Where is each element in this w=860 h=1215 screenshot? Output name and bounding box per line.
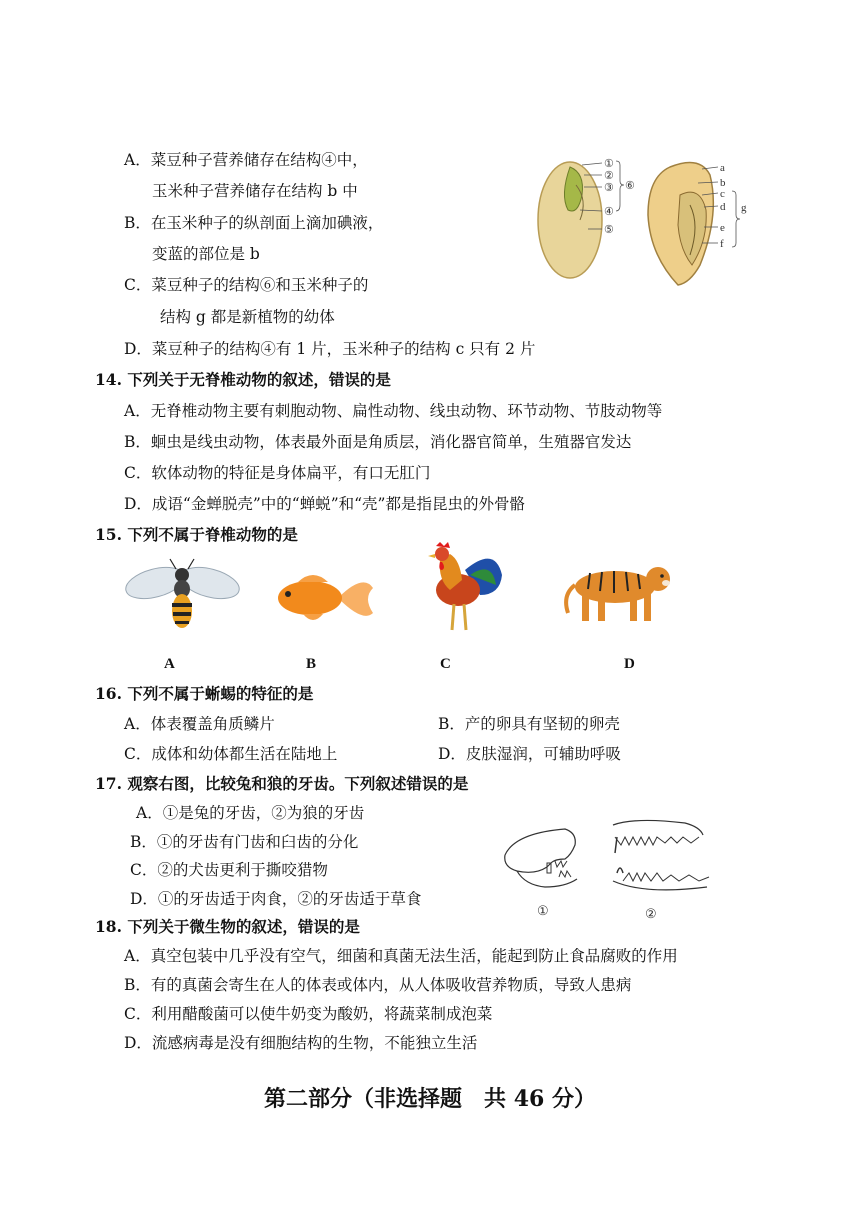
tiger-image — [560, 555, 675, 625]
q15-label-d: D — [624, 656, 635, 672]
goldfish-image — [268, 568, 378, 628]
bean-label-6: ⑥ — [625, 180, 635, 192]
q14-stem: 14. 下列关于无脊椎动物的叙述，错误的是 — [95, 370, 391, 389]
q15-label-a: A — [164, 656, 175, 672]
q13-option-c-line2: 结构 g 都是新植物的幼体 — [160, 308, 335, 326]
corn-label-e: e — [720, 222, 725, 234]
q17-option-c: C．②的犬齿更利于撕咬猎物 — [130, 861, 328, 879]
q16-option-d: D．皮肤湿润，可辅助呼吸 — [438, 745, 621, 763]
q14-option-c: C．软体动物的特征是身体扁平，有口无肛门 — [124, 464, 431, 482]
corn-label-f: f — [720, 238, 724, 250]
seed-structure-figure — [530, 155, 760, 290]
bean-label-5: ⑤ — [604, 224, 614, 236]
q13-option-d: D．菜豆种子的结构④有 1 片，玉米种子的结构 c 只有 2 片 — [124, 340, 536, 358]
corn-label-c: c — [720, 188, 725, 200]
bean-label-1: ① — [604, 158, 614, 170]
section-title: 第二部分（非选择题 共 46 分） — [264, 1086, 596, 1112]
bean-label-3: ③ — [604, 182, 614, 194]
teeth-label-2: ② — [645, 906, 657, 921]
bean-label-2: ② — [604, 170, 614, 182]
corn-label-a: a — [720, 162, 725, 174]
q16-option-a: A．体表覆盖角质鳞片 — [124, 715, 275, 733]
q13-option-b-line2: 变蓝的部位是 b — [152, 245, 260, 263]
q17-option-b: B．①的牙齿有门齿和臼齿的分化 — [130, 833, 359, 851]
q14-option-b: B．蛔虫是线虫动物，体表最外面是角质层，消化器官简单，生殖器官发达 — [124, 433, 632, 451]
teeth-comparison-figure — [495, 815, 720, 925]
q17-stem: 17. 观察右图，比较兔和狼的牙齿。下列叙述错误的是 — [95, 774, 469, 793]
q13-option-b-line1: B．在玉米种子的纵剖面上滴加碘液， — [124, 214, 384, 232]
q14-option-d: D．成语“金蝉脱壳”中的“蝉蜕”和“壳”都是指昆虫的外骨骼 — [124, 495, 525, 513]
q13-option-a-line2: 玉米种子营养储存在结构 b 中 — [152, 182, 358, 200]
q13-option-a-line1: A．菜豆种子营养储存在结构④中， — [124, 151, 368, 169]
q18-option-d: D．流感病毒是没有细胞结构的生物，不能独立生活 — [124, 1034, 478, 1052]
q17-option-d: D．①的牙齿适于肉食，②的牙齿适于草食 — [130, 890, 422, 908]
q16-option-c: C．成体和幼体都生活在陆地上 — [124, 745, 338, 763]
bee-image — [120, 555, 245, 635]
q15-label-b: B — [306, 656, 317, 672]
corn-label-g: g — [741, 202, 747, 214]
q15-label-c: C — [440, 656, 451, 672]
q14-option-a: A．无脊椎动物主要有刺胞动物、扁性动物、线虫动物、环节动物、节肢动物等 — [124, 402, 663, 420]
q16-stem: 16. 下列不属于蜥蜴的特征的是 — [95, 684, 314, 703]
corn-label-d: d — [720, 201, 726, 213]
corn-label-b: b — [720, 177, 726, 189]
q18-option-c: C．利用醋酸菌可以使牛奶变为酸奶，将蔬菜制成泡菜 — [124, 1005, 493, 1023]
teeth-label-1: ① — [537, 903, 549, 918]
q18-option-a: A．真空包装中几乎没有空气，细菌和真菌无法生活，能起到防止食品腐败的作用 — [124, 947, 678, 965]
rooster-image — [420, 540, 505, 635]
bean-label-4: ④ — [604, 206, 614, 218]
q13-option-c-line1: C．菜豆种子的结构⑥和玉米种子的 — [124, 276, 369, 294]
q18-stem: 18. 下列关于微生物的叙述，错误的是 — [95, 917, 360, 936]
q18-option-b: B．有的真菌会寄生在人的体表或体内，从人体吸收营养物质，导致人患病 — [124, 976, 632, 994]
q17-option-a: A．①是兔的牙齿，②为狼的牙齿 — [136, 804, 365, 822]
q16-option-b: B．产的卵具有坚韧的卵壳 — [438, 715, 620, 733]
q15-stem: 15. 下列不属于脊椎动物的是 — [95, 525, 298, 544]
